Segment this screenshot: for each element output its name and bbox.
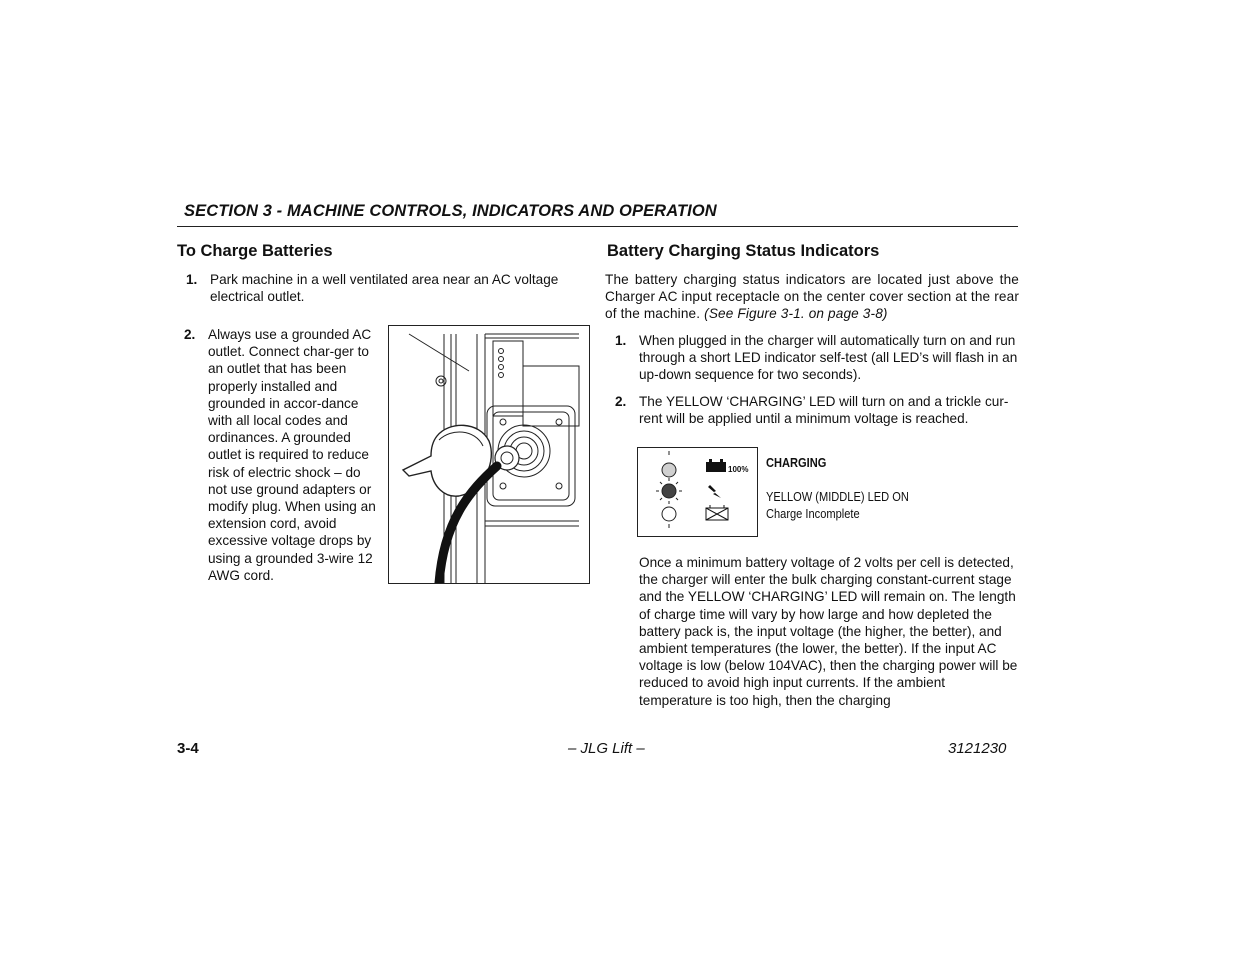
led-state-label: YELLOW (MIDDLE) LED ON xyxy=(766,490,909,504)
intro-text: The battery charging status indicators are located just above the Charger AC input receptacle on the center cover section at the rear of the machine. xyxy=(605,272,1019,322)
document-number: 3121230 xyxy=(948,740,1007,757)
battery-fault-icon xyxy=(706,505,728,520)
left-step-2-text: Always use a grounded AC outlet. Connect char-ger to an outlet that has been properly installed and grounded in accor-dance with all local codes and ordinances. A grounded outlet is required to reduce risk of electric shock – do not use ground adapters or modify plug. When using an extension cord, avoid excessive voltage drops by using a grounded 3-wire 12 AWG cord. xyxy=(208,327,376,583)
right-step-1-text: When plugged in the charger will automatically turn on and run through a short LED indicator self-test (all LED’s will flash in an up-down sequence for two seconds). xyxy=(639,333,1018,383)
charger-receptacle-illustration xyxy=(388,325,590,584)
left-step-1-text: Park machine in a well ventilated area near an AC voltage electrical outlet. xyxy=(210,272,559,305)
section-title: SECTION 3 - MACHINE CONTROLS, INDICATORS AND OPERATION xyxy=(184,202,717,220)
heading-to-charge-batteries: To Charge Batteries xyxy=(177,242,333,260)
battery-full-label: 100% xyxy=(728,465,749,474)
right-step-1-number: 1. xyxy=(615,333,627,348)
footer-publisher: – JLG Lift – xyxy=(568,740,645,757)
left-step-2-number: 2. xyxy=(184,327,196,342)
charge-status-label: Charge Incomplete xyxy=(766,507,860,521)
battery-icon xyxy=(706,459,726,472)
right-step-2-number: 2. xyxy=(615,394,627,409)
charger-plug-drawing xyxy=(389,326,589,583)
right-step-2-text: The YELLOW ‘CHARGING’ LED will turn on and a trickle cur-rent will be applied until a minimum voltage is reached. xyxy=(639,394,1009,427)
left-step-1-number: 1. xyxy=(186,272,198,287)
charging-label: CHARGING xyxy=(766,456,827,470)
heading-battery-charging-status-indicators: Battery Charging Status Indicators xyxy=(607,242,880,260)
led-indicator-figure xyxy=(637,447,758,537)
led-panel-drawing xyxy=(638,448,757,536)
figure-reference: (See Figure 3-1. on page 3-8) xyxy=(704,306,888,322)
bulk-charging-paragraph: Once a minimum battery voltage of 2 volts per cell is detected, the charger will enter the bulk charging constant-current stage and the YELLOW ‘CHARGING’ LED will remain on. The length of charge time will vary by how large and how depleted the battery pack is, the input voltage (the higher, the better), and ambient temperatures (the lower, the better). If the input AC voltage is low (below 104VAC), then the charging power will be reduced to avoid high input currents. If the ambient temperature is too high, then the charging xyxy=(639,555,1018,708)
page-number: 3-4 xyxy=(177,740,199,757)
lightning-icon xyxy=(708,485,721,498)
indicators-intro xyxy=(605,271,1019,323)
header-rule xyxy=(177,226,1018,227)
